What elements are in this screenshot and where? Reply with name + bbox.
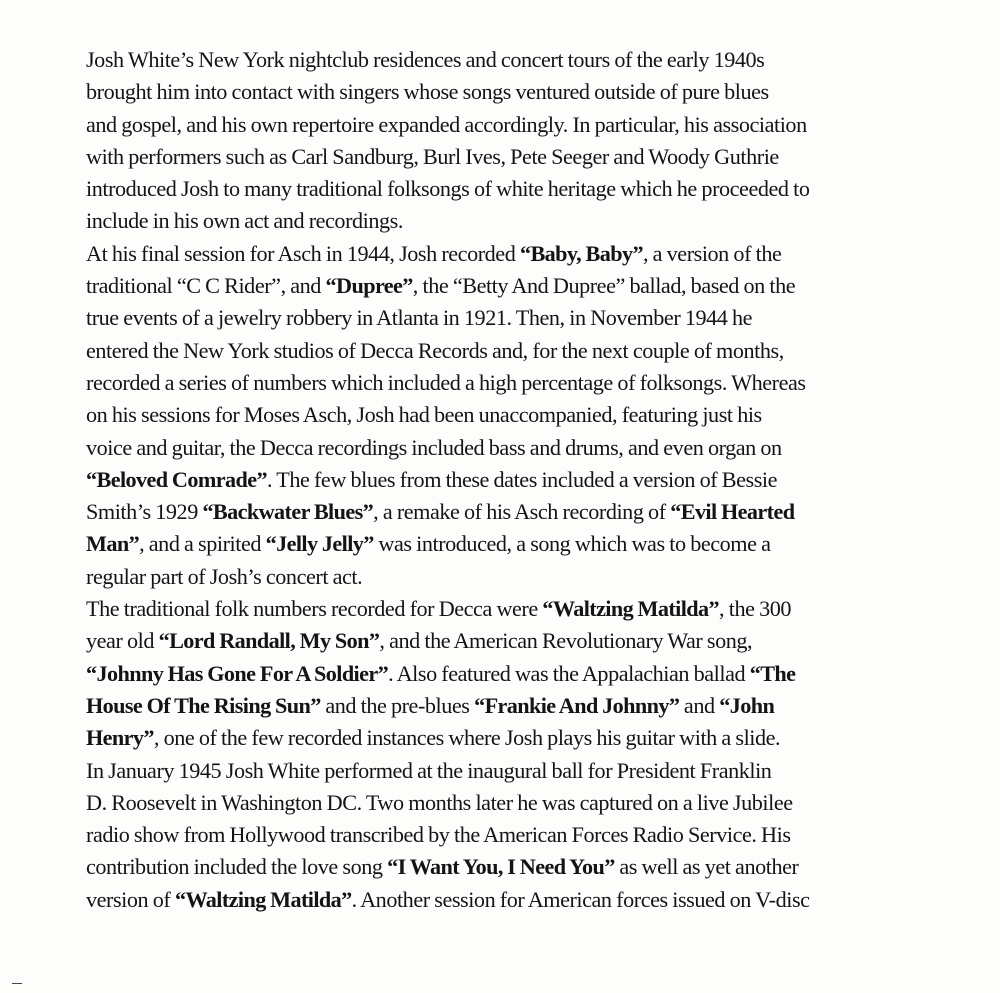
text-run: Josh White’s New York nightclub residences and concert tours of the early 1940s (86, 47, 765, 72)
text-line (86, 690, 966, 722)
text-run: , and a spirited (139, 531, 266, 557)
text-line (86, 432, 966, 464)
song-title: Henry” (86, 725, 154, 751)
text-run: as well as yet another (614, 854, 799, 880)
text-run: and the pre-blues (320, 692, 475, 718)
text-run: , one of the few recorded instances where Josh plays his guitar with a slide. (153, 725, 781, 751)
text-run: The traditional folk numbers recorded for Decca were (86, 596, 543, 622)
song-title: “Evil Hearted (670, 499, 795, 525)
text-run: regular part of Josh’s concert act. (86, 563, 363, 589)
song-title: “Waltzing Matilda” (542, 596, 720, 622)
text-run: , a remake of his Asch recording of (373, 499, 671, 525)
text-line (86, 464, 966, 496)
text-line (86, 819, 966, 851)
text-line (86, 851, 966, 883)
text-run: , the “Betty And Dupree” ballad, based on the (412, 273, 796, 299)
song-title: “Dupree” (325, 273, 413, 299)
song-title: “The (749, 660, 796, 686)
text-line (86, 302, 966, 334)
text-run: traditional “C C Rider”, and (86, 273, 326, 299)
text-line (86, 722, 966, 754)
text-line (86, 205, 966, 237)
text-run: entered the New York studios of Decca Records and, for the next couple of months, (86, 337, 784, 363)
text-line (86, 625, 966, 657)
song-title: “Johnny Has Gone For A Soldier” (86, 660, 389, 686)
song-title: Man” (86, 531, 140, 557)
song-title: “John (719, 692, 775, 718)
text-run: true events of a jewelry robbery in Atlanta in 1921. Then, in November 1944 he (86, 305, 753, 331)
text-run: include in his own act and recordings. (86, 208, 403, 234)
text-run: Smith’s 1929 (86, 499, 203, 525)
text-run: recorded a series of numbers which included a high percentage of folksongs. Whereas (86, 369, 806, 395)
text-run: voice and guitar, the Decca recordings included bass and drums, and even organ on (86, 434, 782, 460)
text-run: and (679, 692, 720, 718)
song-title: “Lord Randall, My Son” (158, 628, 380, 654)
body-text (86, 44, 966, 916)
text-line (86, 367, 966, 399)
song-title: “Beloved Comrade” (86, 466, 267, 492)
text-run: In January 1945 Josh White performed at the inaugural ball for President Franklin (86, 757, 772, 783)
text-line (86, 76, 966, 108)
text-run: introduced Josh to many traditional folksongs of white heritage which he proceeded to (86, 176, 810, 202)
text-run: . The few blues from these dates included a version of Bessie (266, 466, 778, 492)
text-run: , and the American Revolutionary War song, (379, 628, 753, 654)
text-line (86, 755, 966, 787)
text-line (86, 399, 966, 431)
text-line (86, 270, 966, 302)
song-title: “Baby, Baby” (519, 240, 643, 266)
text-run: on his sessions for Moses Asch, Josh had been unaccompanied, featuring just his (86, 402, 762, 428)
text-line (86, 109, 966, 141)
text-line (86, 593, 966, 625)
text-line (86, 884, 966, 916)
text-run: , a version of the (642, 240, 782, 266)
song-title: House Of The Rising Sun” (86, 692, 321, 718)
text-line (86, 141, 966, 173)
text-run: with performers such as Carl Sandburg, Burl Ives, Pete Seeger and Woody Guthrie (86, 143, 779, 169)
text-run: , the 300 (719, 596, 792, 622)
text-run: year old (86, 628, 159, 654)
text-line (86, 561, 966, 593)
text-run: brought him into contact with singers whose songs ventured outside of pure blues (86, 79, 769, 105)
text-run: radio show from Hollywood transcribed by the American Forces Radio Service. His (86, 822, 791, 848)
song-title: “Backwater Blues” (202, 499, 374, 525)
text-run: D. Roosevelt in Washington DC. Two months later he was captured on a live Jubilee (86, 789, 793, 815)
text-run: . Another session for American forces issued on V-disc (351, 886, 810, 912)
text-run: version of (86, 886, 175, 912)
text-run: . Also featured was the Appalachian ballad (388, 660, 750, 686)
text-run: was introduced, a song which was to become a (373, 531, 771, 557)
text-run: At his final session for Asch in 1944, Josh recorded (86, 240, 520, 266)
song-title: “Frankie And Johnny” (474, 692, 680, 718)
song-title: “Waltzing Matilda” (174, 886, 352, 912)
edge-mark (12, 983, 22, 984)
text-run: contribution included the love song (86, 854, 388, 880)
text-line (86, 238, 966, 270)
text-run: and gospel, and his own repertoire expanded accordingly. In particular, his association (86, 111, 807, 137)
text-line (86, 335, 966, 367)
text-line (86, 173, 966, 205)
text-line (86, 658, 966, 690)
song-title: “Jelly Jelly” (265, 531, 374, 557)
text-line (86, 528, 966, 560)
song-title: “I Want You, I Need You” (387, 854, 615, 880)
text-line (86, 787, 966, 819)
text-line (86, 44, 966, 76)
text-line (86, 496, 966, 528)
